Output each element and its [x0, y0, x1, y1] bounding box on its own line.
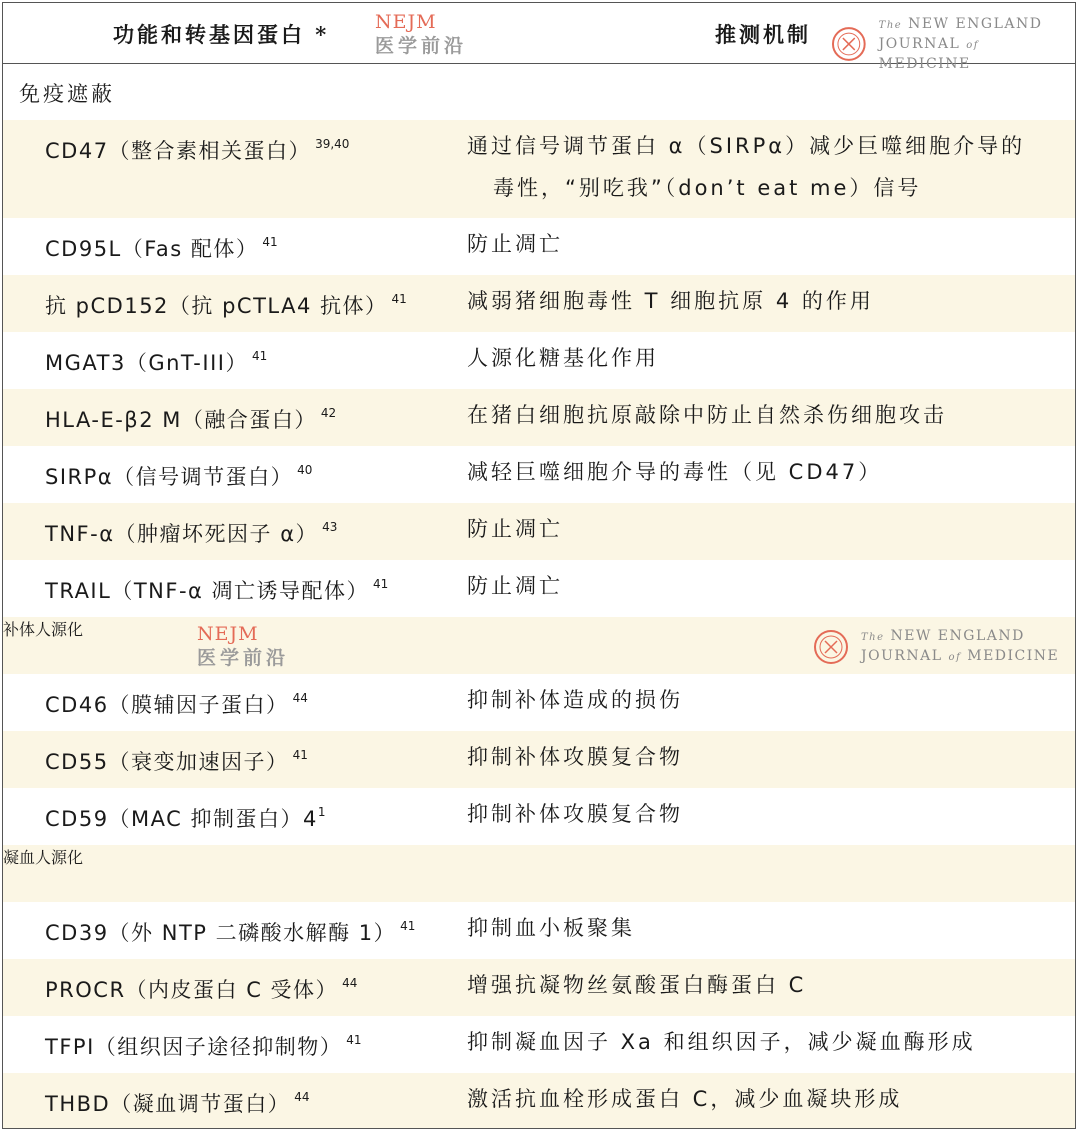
- nejm-seal-icon: [813, 629, 849, 665]
- protein-cell: SIRPα（信号调节蛋白） $^{40}$: [45, 463, 313, 489]
- table-header: [3, 3, 1075, 72]
- table-row: [3, 560, 1075, 617]
- nejm-logo-text: NEJM: [197, 623, 259, 645]
- protein-cell: MGAT3（GnT-III） $^{41}$: [45, 349, 268, 375]
- nejm-watermark-mid: [197, 623, 289, 670]
- mechanism-cell: 通过信号调节蛋白 α（SIRPα）减少巨噬细胞介导的 毒性，“别吃我”（don’t eat me）信号: [467, 134, 1026, 200]
- section-complement-humanization: [3, 617, 1075, 674]
- mechanism-cell: 抑制补体造成的损伤: [467, 688, 683, 712]
- section-label: 免疫遮蔽: [19, 82, 115, 106]
- mechanism-cell: 抑制补体攻膜复合物: [467, 745, 683, 769]
- mechanism-cell: 增强抗凝物丝氨酸蛋白酶蛋白 C: [467, 973, 807, 997]
- mechanism-cell: 抑制凝血因子 Xa 和组织因子，减少凝血酶形成: [467, 1030, 976, 1054]
- protein-cell: CD39（外 NTP 二磷酸水解酶 1） $^{41}$: [45, 919, 416, 945]
- mechanism-cell: 人源化糖基化作用: [467, 346, 659, 370]
- mechanism-cell: 减弱猪细胞毒性 T 细胞抗原 4 的作用: [467, 289, 874, 313]
- table-row: [3, 788, 1075, 845]
- protein-cell: CD55（衰变加速因子） $^{41}$: [45, 748, 308, 774]
- protein-cell: THBD（凝血调节蛋白） $^{44}$: [45, 1090, 310, 1116]
- journal-watermark-top: The NEW ENGLAND JOURNAL of MEDICINE: [831, 15, 1075, 73]
- protein-cell: TRAIL（TNF-α 凋亡诱导配体） $^{41}$: [45, 577, 389, 603]
- nejm-watermark-top: [375, 11, 467, 58]
- nejm-seal-icon: [831, 26, 867, 62]
- transgene-table: [2, 2, 1076, 1129]
- table-row: [3, 389, 1075, 446]
- section-coagulation-humanization: [3, 845, 1075, 902]
- mechanism-cell: 在猪白细胞抗原敲除中防止自然杀伤细胞攻击: [467, 403, 947, 427]
- mechanism-cell: 减轻巨噬细胞介导的毒性（见 CD47）: [467, 460, 883, 484]
- table-row: [3, 731, 1075, 788]
- table-row: [3, 959, 1075, 1016]
- header-col-protein: 功能和转基因蛋白 *: [113, 22, 330, 47]
- table-row: [3, 332, 1075, 389]
- yixue-logo-text: 医学前沿: [375, 35, 468, 57]
- protein-cell: TFPI（组织因子途径抑制物） $^{41}$: [45, 1033, 362, 1059]
- table-row: [3, 902, 1075, 959]
- protein-cell: 抗 pCD152（抗 pCTLA4 抗体） $^{41}$: [45, 292, 407, 318]
- nejm-logo-text: NEJM: [375, 11, 437, 33]
- mechanism-cell: 防止凋亡: [467, 232, 563, 256]
- protein-cell: CD46（膜辅因子蛋白） $^{44}$: [45, 691, 308, 717]
- section-immune-shielding: [3, 63, 1075, 120]
- journal-watermark-mid: The NEW ENGLAND JOURNAL of MEDICINE: [813, 627, 1059, 667]
- mechanism-cell: 激活抗血栓形成蛋白 C，减少血凝块形成: [467, 1087, 903, 1111]
- table-row: [3, 275, 1075, 332]
- table-row: [3, 1016, 1075, 1073]
- protein-cell: CD95L（Fas 配体） $^{41}$: [45, 235, 278, 261]
- table-row: [3, 1073, 1075, 1128]
- section-label: 补体人源化: [3, 620, 84, 639]
- protein-cell: CD59（MAC 抑制蛋白）$4^1$: [45, 805, 326, 831]
- protein-cell: CD47（整合素相关蛋白） $^{39,40}$: [45, 137, 350, 163]
- protein-cell: HLA-E-β2 M（融合蛋白） $^{42}$: [45, 406, 337, 432]
- mechanism-cell: 抑制补体攻膜复合物: [467, 802, 683, 826]
- section-label: 凝血人源化: [3, 848, 84, 867]
- mechanism-cell: 抑制血小板聚集: [467, 916, 635, 940]
- table-row: [3, 674, 1075, 731]
- table-row: [3, 120, 1075, 218]
- table-row: [3, 446, 1075, 503]
- mechanism-cell: 防止凋亡: [467, 574, 563, 598]
- yixue-logo-text: 医学前沿: [197, 647, 290, 669]
- protein-cell: PROCR（内皮蛋白 C 受体） $^{44}$: [45, 976, 358, 1002]
- table-row: [3, 503, 1075, 560]
- header-col-mechanism: 推测机制: [715, 22, 811, 47]
- mechanism-cell: 防止凋亡: [467, 517, 563, 541]
- table-row: [3, 218, 1075, 275]
- protein-cell: TNF-α（肿瘤坏死因子 α） $^{43}$: [45, 520, 338, 546]
